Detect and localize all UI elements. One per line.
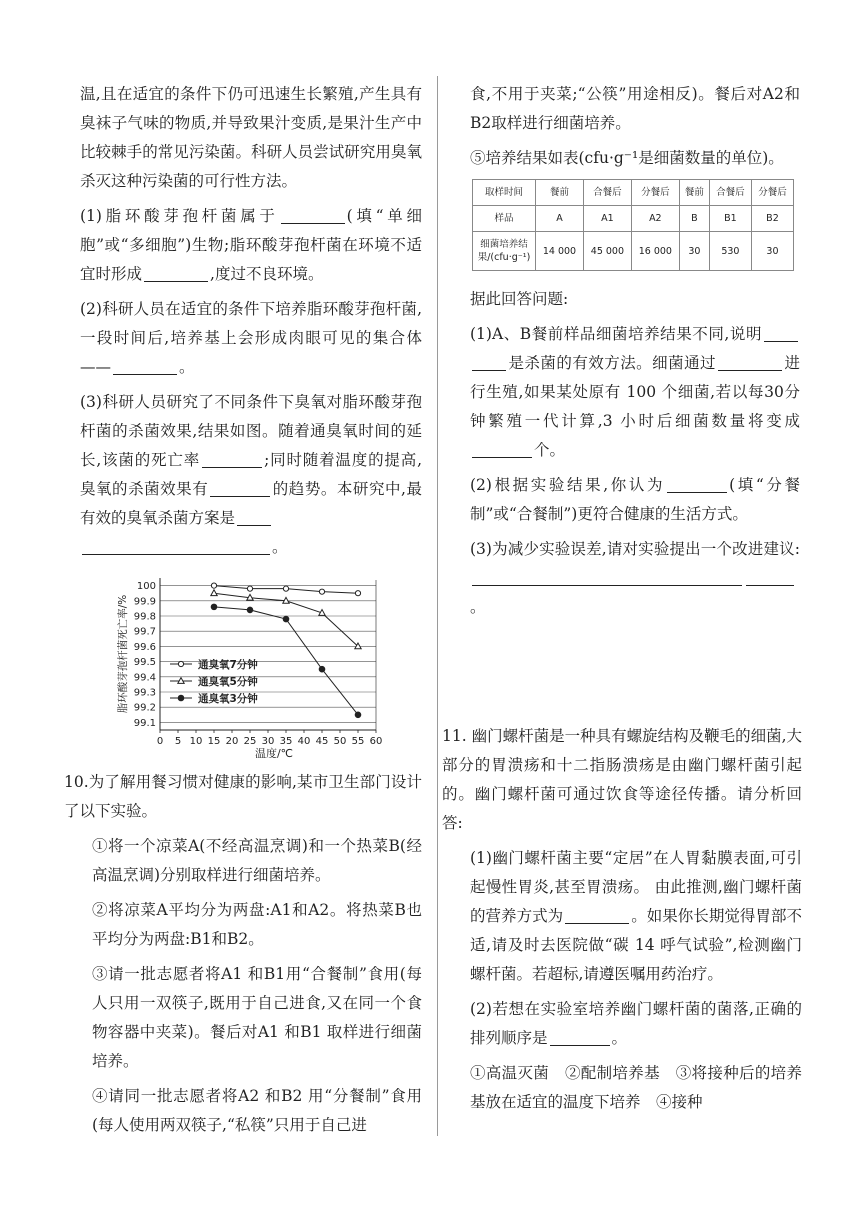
data-point	[319, 589, 324, 594]
data-point	[283, 616, 289, 622]
results-table	[472, 179, 794, 271]
answer-blank[interactable]	[144, 263, 208, 282]
q11-part1: (1)幽门螺杆菌主要“定居”在人胃黏膜表面,可引起慢性胃炎,甚至胃溃疡。 由此推测,幽门螺杆菌的营养方式为 。如果你长期觉得胃部不适,请及时去医院做“碳 14 呼气试验”,检测幽门螺杆菌。若超标,请遵医嘱用药治疗。	[470, 849, 802, 983]
answer-blank[interactable]	[764, 323, 798, 342]
x-tick-label: 60	[369, 736, 383, 747]
y-tick-label: 99.1	[133, 717, 156, 729]
table-cell: 合餐后	[583, 180, 631, 206]
table-cell: 30	[751, 232, 793, 271]
answer-blank[interactable]	[210, 478, 270, 497]
data-point	[283, 586, 288, 591]
x-tick-label: 40	[297, 736, 311, 747]
q10-step2: ②将凉菜A平均分为两盘:A1和A2。将热菜B也平均分为两盘:B1和B2。	[92, 901, 422, 948]
x-tick-label: 10	[189, 736, 203, 747]
q11	[442, 722, 802, 1123]
answer-blank[interactable]	[746, 567, 794, 586]
q10-a2: (2)根据实验结果,你认为 (填“分餐制”或“合餐制”)更符合健康的生活方式。	[470, 476, 800, 523]
x-tick-label: 15	[207, 736, 221, 747]
table-cell: 分餐后	[751, 180, 793, 206]
answer-blank[interactable]	[202, 449, 262, 468]
q9-intro: 温,且在适宜的条件下仍可迅速生长繁殖,产生具有臭袜子气味的物质,并导致果汁变质,是果汁生产中比较棘手的常见污染菌。科研人员尝试研究用臭氧杀灭这种污染菌的可行性方法。	[80, 85, 422, 190]
y-axis-label: 脂环酸芽孢杆菌死亡率/%	[117, 594, 129, 714]
q10-step4-cont: 食,不用于夹菜;“公筷”用途相反)。餐后对A2和B2取样进行细菌培养。	[470, 85, 800, 132]
y-tick-label: 100	[136, 581, 156, 593]
y-tick-label: 99.6	[133, 641, 156, 653]
table-cell: A1	[583, 206, 631, 232]
q10	[64, 768, 422, 1140]
q11-part2: (2)若想在实验室培养幽门螺杆菌的菌落,正确的排列顺序是 。	[470, 1000, 802, 1047]
q10-a1: (1)A、B餐前样品细菌培养结果不同,说明是杀菌的有效方法。细菌通过 进行生殖,如果某处原有 100 个细菌,若以每30分钟繁殖一代计算,3 小时后细菌数量将变成个。	[470, 325, 800, 459]
right-column	[470, 80, 800, 628]
table-cell: 14 000	[536, 232, 584, 271]
table-cell: 合餐后	[709, 180, 751, 206]
q11-options: ①高温灭菌 ②配制培养基 ③将接种后的培养基放在适宜的温度下培养 ④接种	[470, 1064, 802, 1111]
x-tick-label: 0	[156, 736, 164, 747]
table-cell: 分餐后	[631, 180, 679, 206]
table-cell: 餐前	[536, 180, 584, 206]
y-tick-label: 99.5	[133, 657, 156, 669]
answer-blank[interactable]	[565, 905, 629, 924]
table-cell: A2	[631, 206, 679, 232]
data-point	[211, 604, 217, 610]
legend-label: 通臭氧3分钟	[198, 693, 258, 705]
table-cell: 餐前	[679, 180, 709, 206]
y-tick-label: 99.3	[133, 687, 156, 699]
data-point	[178, 661, 183, 666]
q10-step5: ⑤培养结果如表(cfu·g⁻¹是细菌数量的单位)。	[470, 149, 784, 167]
y-tick-label: 99.4	[133, 672, 156, 684]
q10-step1: ①将一个凉菜A(不经高温烹调)和一个热菜B(经高温烹调)分别取样进行细菌培养。	[92, 837, 422, 884]
data-point	[211, 583, 216, 588]
table-row	[473, 206, 794, 232]
table-cell: 样品	[473, 206, 536, 232]
q10-ask: 据此回答问题:	[470, 290, 569, 308]
q11-stem: 11. 幽门螺杆菌是一种具有螺旋结构及鞭毛的细菌,大部分的胃溃疡和十二指肠溃疡是由幽门螺杆菌引起的。幽门螺杆菌可通过饮食等途径传播。请分析回答:	[442, 727, 803, 832]
answer-blank[interactable]	[281, 205, 345, 224]
answer-blank[interactable]	[667, 474, 727, 493]
x-tick-label: 55	[351, 736, 365, 747]
q9-part3: (3)科研人员研究了不同条件下臭氧对脂环酸芽孢杆菌的杀菌效果,结果如图。随着通臭氧时间的延长,该菌的死亡率 ;同时随着温度的提高,臭氧的杀菌效果有 的趋势。本研究中,最有效的臭氧杀菌方案是 。	[80, 393, 422, 556]
table-cell: A	[536, 206, 584, 232]
data-point	[247, 586, 252, 591]
answer-blank[interactable]	[718, 352, 782, 371]
data-point	[247, 607, 253, 613]
table-cell: 45 000	[583, 232, 631, 271]
x-tick-label: 25	[243, 736, 257, 747]
y-tick-label: 99.9	[133, 596, 156, 608]
chart-svg	[80, 568, 422, 758]
legend-label: 通臭氧7分钟	[198, 659, 258, 671]
data-point	[355, 712, 361, 718]
q9-part1: (1)脂环酸芽孢杆菌属于 (填“单细胞”或“多细胞”)生物;脂环酸芽孢杆菌在环境不适宜时形成 ,度过不良环境。	[80, 207, 422, 283]
x-tick-label: 30	[261, 736, 275, 747]
x-tick-label: 50	[333, 736, 347, 747]
table-cell: 530	[709, 232, 751, 271]
x-tick-label: 35	[279, 736, 293, 747]
answer-blank[interactable]	[550, 1027, 610, 1046]
table-cell: 细菌培养结果/(cfu·g⁻¹)	[473, 232, 536, 271]
x-tick-label: 5	[174, 736, 182, 747]
answer-blank[interactable]	[472, 352, 506, 371]
left-column	[64, 80, 422, 1146]
data-point	[211, 590, 217, 596]
answer-blank[interactable]	[237, 507, 271, 526]
y-tick-label: 99.2	[133, 702, 156, 714]
table-row	[473, 180, 794, 206]
column-divider	[437, 76, 438, 1136]
answer-blank[interactable]	[82, 536, 270, 555]
table-cell: B2	[751, 206, 793, 232]
y-tick-label: 99.8	[133, 611, 156, 623]
table-cell: 取样时间	[473, 180, 536, 206]
data-point	[178, 695, 184, 701]
ozone-chart	[80, 568, 422, 758]
x-tick-label: 45	[315, 736, 329, 747]
table-cell: 30	[679, 232, 709, 271]
table-cell: B	[679, 206, 709, 232]
answer-blank[interactable]	[113, 356, 177, 375]
x-tick-label: 20	[225, 736, 239, 747]
data-point	[355, 591, 360, 596]
data-point	[319, 666, 325, 672]
answer-blank[interactable]	[472, 439, 532, 458]
q10-step3: ③请一批志愿者将A1 和B1用“合餐制”食用(每人只用一双筷子,既用于自己进食,又在同一个食物容器中夹菜)。餐后对A1 和B1 取样进行细菌培养。	[92, 965, 422, 1070]
y-tick-label: 99.7	[133, 626, 156, 638]
table-cell: 16 000	[631, 232, 679, 271]
table-row	[473, 232, 794, 271]
x-axis-label: 温度/℃	[254, 747, 294, 758]
q10-stem: 10.为了解用餐习惯对健康的影响,某市卫生部门设计了以下实验。	[64, 773, 422, 820]
q10-a3: (3)为减少实验误差,请对实验提出一个改进建议:。	[470, 540, 800, 616]
q10-step4: ④请同一批志愿者将A2 和B2 用“分餐制”食用(每人使用两双筷子,“私筷”只用于自己进	[92, 1087, 422, 1134]
q9-part2: (2)科研人员在适宜的条件下培养脂环酸芽孢杆菌,一段时间后,培养基上会形成肉眼可见的集合体—— 。	[80, 300, 422, 376]
answer-blank[interactable]	[472, 567, 742, 586]
legend-label: 通臭氧5分钟	[198, 676, 258, 688]
table-cell: B1	[709, 206, 751, 232]
